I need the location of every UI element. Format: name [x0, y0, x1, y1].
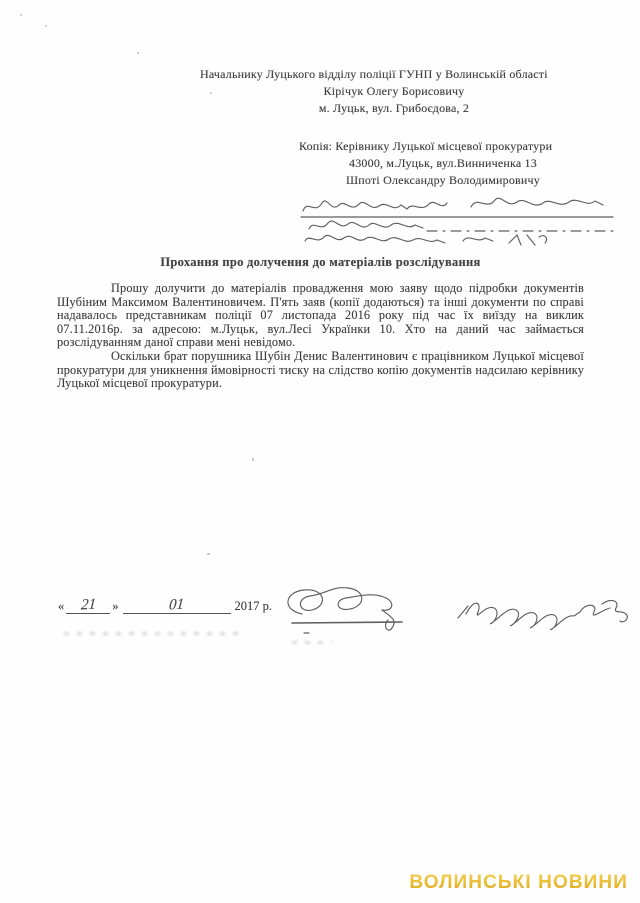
- document-body: [57, 282, 584, 391]
- handwritten-surname-signature: [452, 580, 634, 640]
- recipient-line: м. Луцьк, вул. Грибоєдова, 2: [318, 101, 470, 115]
- recipient-line: Кірічук Олегу Борисовичу: [323, 84, 465, 98]
- scan-bleedthrough: [292, 641, 332, 644]
- scan-speck: [207, 553, 210, 555]
- copy-line: Шпоті Олександру Володимировичу: [346, 173, 540, 187]
- date-day-handwritten: 21: [66, 598, 110, 614]
- recipient-address-block: [200, 66, 588, 117]
- recipient-line: Начальнику Луцького відділу поліції ГУНП у Волинській області: [200, 67, 548, 81]
- scan-speck: [45, 25, 47, 27]
- copy-address-block: [299, 138, 587, 189]
- copy-line: Копія: Керівнику Луцької місцевої прокуратури: [299, 139, 553, 153]
- body-paragraph: Оскільки брат порушника Шубін Денис Валентинович є працівником Луцької місцевої прокуратури для уникнення ймовірності тиску на слідство копію документів надсилаю керівнику Луцької місцевої прокуратури.: [57, 348, 584, 391]
- date-close-quote: »: [112, 599, 119, 613]
- copy-line: 43000, м.Луцьк, вул.Винниченка 13: [349, 156, 537, 170]
- document-title: Прохання про долучення до матеріалів розслідування: [160, 255, 481, 269]
- volyn-news-watermark: ВОЛИНСЬКІ НОВИНИ: [409, 872, 628, 893]
- handwritten-applicant-details: [295, 191, 625, 251]
- date-line: [58, 598, 272, 614]
- body-paragraph: Прошу долучити до матеріалів провадження мою заяву щодо підробки документів Шубіним Максимом Валентиновичем. П'ять заяв (копії додаються) та інші документи по справі надавалось представникам поліції 07 листопада 2016 року під час їх виїзду на виклик 07.11.2016р. за адресою: м.Луцьк, вул.Лесі Українки 10. Хто на даний час займається розслідуванням даної справи мені невідомо.: [57, 281, 584, 350]
- scan-speck: [137, 52, 139, 54]
- scan-speck: [252, 458, 254, 461]
- signature-scribble: [274, 576, 442, 644]
- date-month-handwritten: 01: [123, 598, 231, 614]
- date-year: 2017 р.: [234, 599, 272, 613]
- date-open-quote: «: [58, 599, 65, 613]
- scan-speck: [20, 14, 22, 16]
- scan-bleedthrough: [64, 632, 242, 635]
- scan-speck: [210, 92, 212, 94]
